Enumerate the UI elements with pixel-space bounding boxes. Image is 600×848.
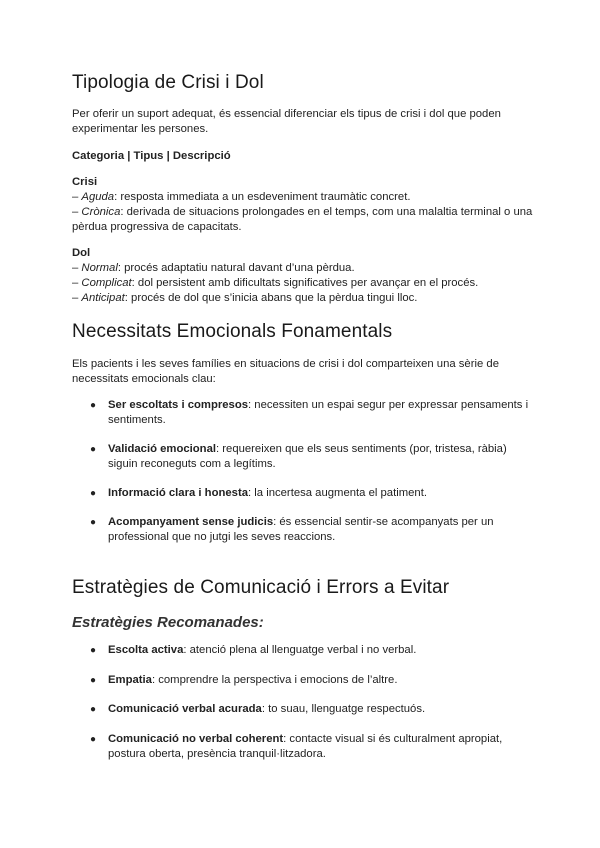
bullet-desc: : és essencial sentir-se acompanyats per un (273, 516, 494, 528)
desc-cronica: : derivada de situacions prolongades en el temps, com una malaltia terminal o una (120, 206, 533, 218)
bullet-icon: ● (90, 675, 97, 686)
dash: – (72, 292, 82, 304)
term-complicat: Complicat (81, 277, 132, 289)
subtitle-estrategies-recomanades: Estratègies Recomanades: (72, 614, 264, 631)
desc-complicat: : dol persistent amb dificultats significatives per avançar en el procés. (131, 277, 479, 289)
bullet-icon: ● (90, 400, 97, 411)
bullet-desc: : necessiten un espai segur per expressar pensaments i (248, 399, 529, 411)
bullet-term: Comunicació verbal acurada (108, 703, 262, 715)
dol-item-anticipat (72, 291, 417, 306)
bullet-desc: : la incertesa augmenta el patiment. (248, 487, 427, 499)
bullet-desc: : requereixen que els seus sentiments (por, tristesa, ràbia) (216, 443, 507, 455)
term-cronica: Crònica (81, 206, 121, 218)
term-aguda: Aguda (81, 191, 115, 203)
dol-item-complicat (72, 276, 478, 291)
crisi-label: Crisi (72, 176, 98, 188)
crisi-item-aguda (72, 190, 410, 205)
table-header: Categoria | Tipus | Descripció (72, 150, 231, 162)
bullet-desc: : to suau, llenguatge respectuós. (261, 703, 426, 715)
dash: – (72, 277, 82, 289)
bullet-term: Ser escoltats i compresos (108, 399, 249, 411)
bullet-term: Validació emocional (108, 443, 216, 455)
desc-aguda: : resposta immediata a un esdeveniment traumàtic concret. (114, 191, 411, 203)
bullet-icon: ● (90, 734, 97, 745)
term-anticipat: Anticipat (81, 292, 125, 304)
dash: – (72, 206, 82, 218)
section-title-tipologia: Tipologia de Crisi i Dol (72, 72, 264, 93)
bullet-desc-cont: sentiments. (108, 414, 166, 426)
bullet-desc-cont: professional que no jutgi les seves reaccions. (108, 531, 336, 543)
bullet-desc-cont: siguin reconeguts com a legítims. (108, 458, 276, 470)
bullet-desc: : contacte visual si és culturalment apropiat, (283, 733, 503, 745)
bullet-term: Comunicació no verbal coherent (108, 733, 284, 745)
bullet-icon: ● (90, 488, 97, 499)
bullet-icon: ● (90, 645, 97, 656)
bullet-icon: ● (90, 444, 97, 455)
desc-anticipat: : procés de dol que s’inicia abans que la pèrdua tingui lloc. (124, 292, 418, 304)
term-normal: Normal (81, 262, 118, 274)
necessitats-intro-2: necessitats emocionals clau: (72, 373, 216, 385)
dash: – (72, 191, 82, 203)
bullet-icon: ● (90, 517, 97, 528)
intro-line-1: Per oferir un suport adequat, és essencial diferenciar els tipus de crisi i dol que poden (72, 108, 501, 120)
desc-normal: : procés adaptatiu natural davant d’una pèrdua. (117, 262, 355, 274)
dol-item-normal (72, 261, 355, 276)
bullet-desc: : atenció plena al llenguatge verbal i no verbal. (183, 644, 417, 656)
bullet-term: Empatia (108, 674, 152, 686)
bullet-term: Escolta activa (108, 644, 184, 656)
intro-line-2: experimentar les persones. (72, 123, 209, 135)
section-title-estrategies: Estratègies de Comunicació i Errors a Evitar (72, 577, 450, 598)
bullet-term: Acompanyament sense judicis (108, 516, 274, 528)
dash: – (72, 262, 82, 274)
crisi-item-cronica-cont: pèrdua progressiva de capacitats. (72, 221, 242, 233)
bullet-desc: : comprendre la perspectiva i emocions de l’altre. (151, 674, 398, 686)
bullet-desc-cont: postura oberta, presència tranquil·litzadora. (108, 748, 326, 760)
bullet-term: Informació clara i honesta (108, 487, 248, 499)
necessitats-intro-1: Els pacients i les seves famílies en situacions de crisi i dol comparteixen una sèrie de (72, 358, 499, 370)
section-title-necessitats: Necessitats Emocionals Fonamentals (72, 321, 393, 342)
bullet-icon: ● (90, 704, 97, 715)
crisi-item-cronica (72, 205, 532, 220)
dol-label: Dol (72, 247, 91, 259)
